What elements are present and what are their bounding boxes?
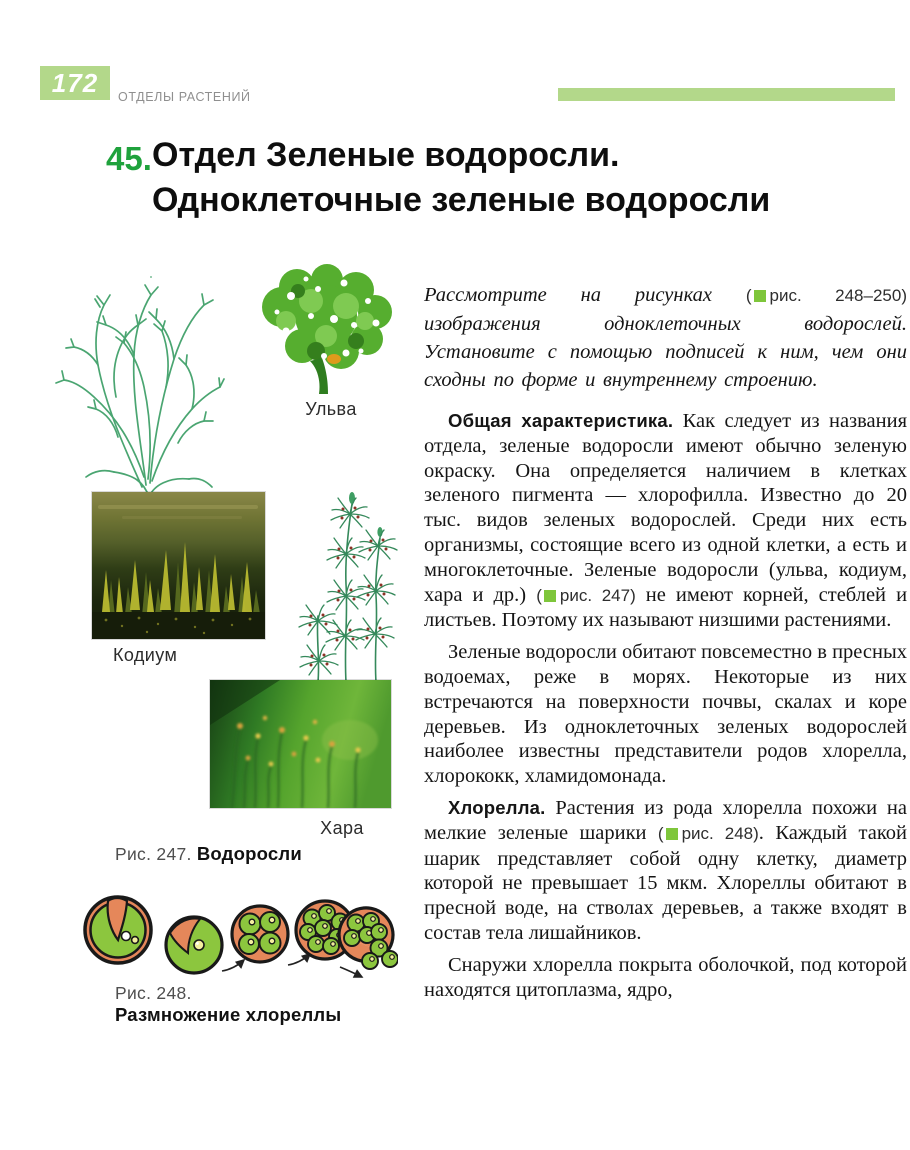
intro-text: Рассмотрите на рисунках [424, 284, 712, 306]
fig247-title: Водоросли [196, 843, 302, 864]
article-column [424, 281, 907, 1009]
figure-ref-icon [544, 590, 556, 602]
paragraph-general: Общая характеристика. Как следует из названия отдела, зеленые водоросли имеют обычно зеленую окраску. Она определяется наличием в клетках зеленого пигмента — хлорофилла. Известно до 20 тыс. видов зеленых водорослей. Среди них есть организмы, состоящие всего из одной клетки, а есть и многоклеточные. Зеленые водоросли (ульва, кодиум, хара и др.) ( рис. 247) не имеют корней, стеблей и листьев. Поэтому их называют низшими растениями. [424, 410, 908, 632]
chlorella-stage-5 [339, 908, 398, 969]
lesson-title-line2: Одноклеточные зеленые водоросли [152, 181, 771, 219]
codium-drawing [54, 247, 226, 501]
chlorella-reproduction-diagram [82, 885, 398, 985]
paragraph-habitats: Зеленые водоросли обитают повсеместно в пресных водоемах, реже в морях. Некоторые из них встречаются на поверхности почвы, скалах и коре деревьев. Из одноклеточных зеленых водорослей наиболее известны представители родов хлорелла, хлорококк, хламидомонада. [424, 641, 908, 788]
fig248-number: Рис. 248. [115, 983, 192, 1003]
header-accent-bar [558, 88, 895, 101]
ulva-drawing [255, 260, 399, 396]
section-label: ОТДЕЛЫ РАСТЕНИЙ [118, 90, 251, 104]
page-number-badge [40, 66, 110, 100]
chara-photo [210, 680, 391, 808]
codium-label: Кодиум [113, 645, 178, 665]
figure-ref-248-250: ( рис. 248–250) [745, 286, 907, 305]
lesson-title-line1: Отдел Зеленые водоросли. [152, 136, 620, 174]
figure-ref-icon [754, 290, 766, 302]
paragraph-lead: Общая характеристика. [448, 410, 674, 431]
fig247-number: Рис. 247. [115, 844, 192, 864]
paragraph-lead: Хлорелла. [448, 796, 546, 818]
figure-ref-247: ( рис. 247) [536, 585, 636, 605]
chara-label: Хара [320, 818, 364, 838]
chlorella-stage-1 [85, 897, 151, 963]
fig248-caption [115, 983, 341, 1026]
chlorella-stage-3 [232, 906, 288, 962]
lesson-number: 45. [106, 140, 152, 177]
lesson-heading [152, 133, 902, 223]
intro-text-continued: изображения одноклеточных водорослей. Установите с помощью подписей к ним, чем они сходны по форме и внутреннему строению. [424, 313, 907, 391]
fig248-title: Размножение хлореллы [115, 1004, 342, 1025]
paragraph-structure: Снаружи хлорелла покрыта оболочкой, под которой находятся цитоплазма, ядро, [424, 953, 907, 1001]
intro-task [424, 281, 907, 394]
chara-drawing [288, 476, 402, 684]
ulva-label: Ульва [305, 399, 357, 419]
paragraph-chlorella: Хлорелла. Растения из рода хлорелла похожи на мелкие зеленые шарики ( рис. 248). Каждый такой шарик представляет собой одну клетку, диаметр которой не превышает 15 мкм. Хлореллы обитают в пресной воде, на стволах деревьев, а также входят в состав тела лишайников. [424, 796, 908, 944]
codium-photo [92, 492, 265, 639]
fig247-caption [115, 843, 302, 865]
figure-ref-248: ( рис. 248) [657, 823, 759, 843]
page-number: 172 [51, 67, 99, 98]
chlorella-stage-2 [166, 917, 222, 973]
figure-ref-icon [666, 828, 678, 840]
